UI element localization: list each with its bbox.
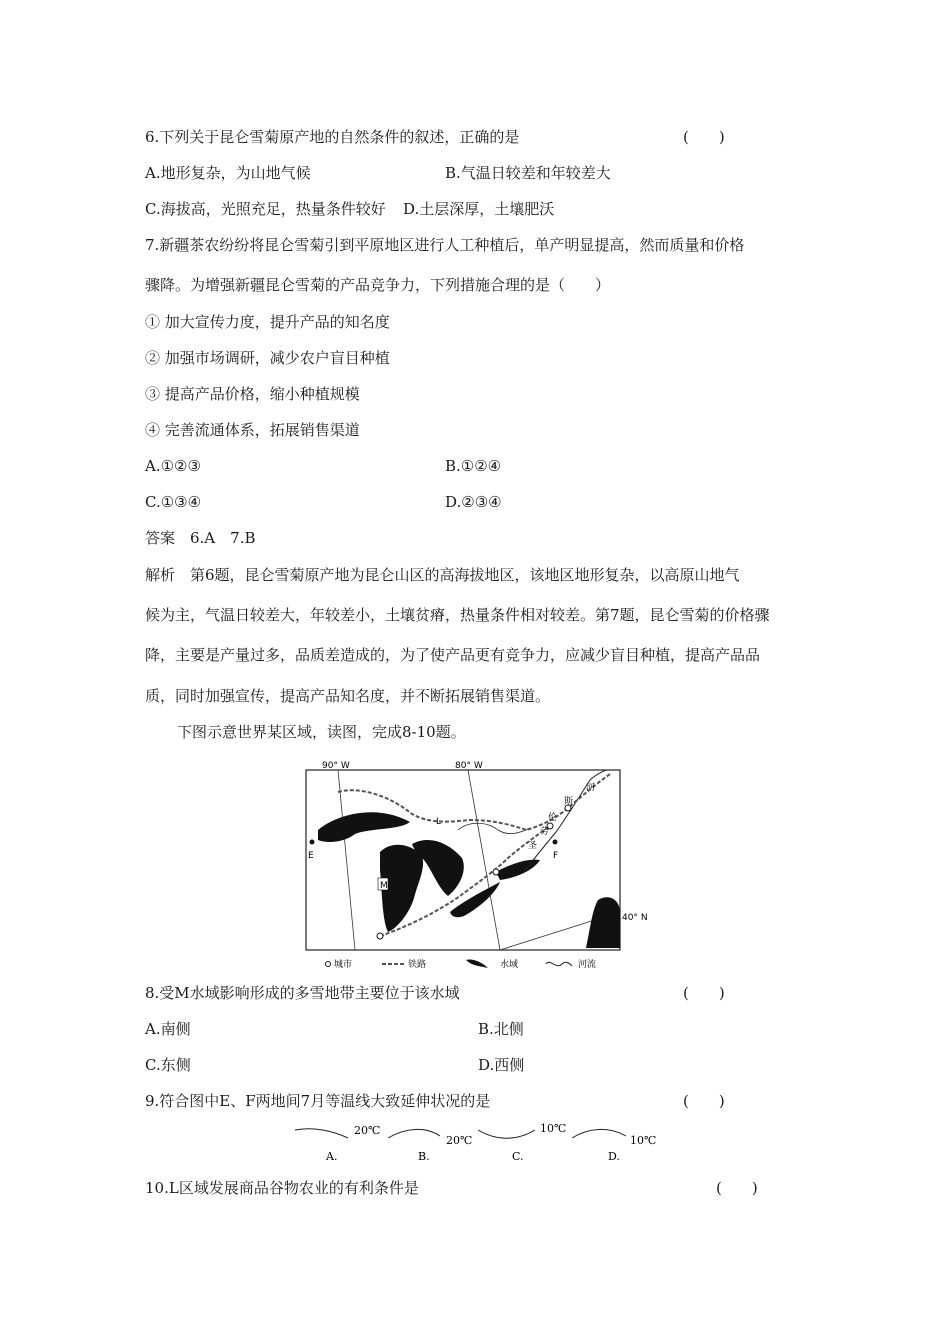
q6-option-c: C.海拔高，光照充足，热量条件较好 xyxy=(145,200,386,218)
q8-option-c: C.东侧 xyxy=(145,1056,191,1074)
isotherm-a-temp: 20℃ xyxy=(354,1124,381,1137)
city-chicago xyxy=(377,933,383,939)
river-char-2: 斯 xyxy=(564,797,574,807)
q9-answer-paren: ( ) xyxy=(683,1092,725,1110)
label-E: E xyxy=(308,851,314,861)
analysis-line2: 候为主，气温日较差大，年较差小，土壤贫瘠，热量条件相对较差。第7题，昆仑雪菊的价格骤 xyxy=(145,606,770,624)
legend-river: 河流 xyxy=(578,960,597,970)
point-F xyxy=(553,840,558,845)
q8-answer-paren: ( ) xyxy=(683,984,725,1002)
q7-item-3: ③ 提高产品价格，缩小种植规模 xyxy=(145,385,360,403)
q7-item-2: ② 加强市场调研，减少农户盲目种植 xyxy=(145,349,390,367)
point-E xyxy=(310,840,315,845)
isotherm-c-temp: 10℃ xyxy=(540,1122,567,1135)
isotherm-d-letter: D. xyxy=(608,1150,620,1163)
isotherm-b-temp: 20℃ xyxy=(446,1134,473,1147)
label-M: M xyxy=(380,881,388,891)
q6-option-a: A.地形复杂，为山地气候 xyxy=(145,164,311,182)
river-char-3: 伦 xyxy=(548,813,558,823)
city-toronto xyxy=(493,869,499,875)
river-char-1: 河 xyxy=(586,783,596,793)
q7-item-1: ① 加大宣传力度，提升产品的知名度 xyxy=(145,313,390,331)
q8-stem: 8.受M水域影响形成的多雪地带主要位于该水域 xyxy=(145,984,460,1002)
isotherm-a-curve xyxy=(295,1129,348,1138)
isotherm-d-temp: 10℃ xyxy=(630,1134,657,1147)
isotherm-c-letter: C. xyxy=(512,1150,524,1163)
q8-option-b: B.北侧 xyxy=(478,1020,524,1038)
isotherm-b-curve xyxy=(388,1129,440,1138)
isotherm-b-letter: B. xyxy=(418,1150,430,1163)
q6-option-b: B.气温日较差和年较差大 xyxy=(445,164,611,182)
label-40n: 40° N xyxy=(622,913,648,923)
q8-option-d: D.西侧 xyxy=(478,1056,525,1074)
figure-intro: 下图示意世界某区域，读图，完成8-10题。 xyxy=(177,723,466,741)
legend-river-symbol xyxy=(546,962,572,966)
region-map xyxy=(300,760,648,975)
q7-stem-line2: 骤降。为增强新疆昆仑雪菊的产品竞争力，下列措施合理的是（ ） xyxy=(145,276,611,294)
q6-stem: 6.下列关于昆仑雪菊原产地的自然条件的叙述，正确的是 xyxy=(145,128,520,146)
q7-option-b: B.①②④ xyxy=(445,457,502,475)
q9-stem: 9.符合图中E、F两地间7月等温线大致延伸状况的是 xyxy=(145,1092,491,1110)
legend-water-symbol xyxy=(466,959,488,968)
label-90w: 90° W xyxy=(322,761,350,771)
isotherm-a-letter: A. xyxy=(326,1150,338,1163)
label-F: F xyxy=(553,851,559,861)
q6-answer-paren: ( ) xyxy=(683,128,725,146)
river-char-5: 圣 xyxy=(528,841,538,851)
q10-answer-paren: ( ) xyxy=(716,1179,758,1197)
q7-option-c: C.①③④ xyxy=(145,493,202,511)
q7-option-a: A.①②③ xyxy=(145,457,201,475)
legend-rail: 铁路 xyxy=(408,960,427,970)
q7-stem-line1: 7.新疆茶农纷纷将昆仑雪菊引到平原地区进行人工种植后，单产明显提高，然而质量和价格 xyxy=(145,236,745,254)
analysis-line3: 降，主要是产量过多，品质差造成的，为了使产品更有竞争力，应减少盲目种植，提高产品品 xyxy=(145,646,761,664)
q7-item-4: ④ 完善流通体系，拓展销售渠道 xyxy=(145,421,360,439)
q8-option-a: A.南侧 xyxy=(145,1020,191,1038)
q10-stem: 10.L区域发展商品谷物农业的有利条件是 xyxy=(145,1179,419,1197)
label-80w: 80° W xyxy=(455,761,483,771)
isotherm-d-curve xyxy=(572,1129,626,1138)
isotherm-options xyxy=(290,1118,665,1166)
river-char-4: 劳 xyxy=(540,827,550,837)
answer-line: 答案 6.A 7.B xyxy=(145,529,256,547)
q7-option-d: D.②③④ xyxy=(445,493,502,511)
analysis-line4: 质，同时加强宣传，提高产品知名度，并不断拓展销售渠道。 xyxy=(145,687,551,705)
analysis-line1: 解析 第6题，昆仑雪菊原产地为昆仑山区的高海拔地区，该地区地形复杂，以高原山地气 xyxy=(145,566,740,584)
label-L: L xyxy=(436,817,442,827)
q6-option-d: D.土层深厚，土壤肥沃 xyxy=(403,200,555,218)
isotherm-c-curve xyxy=(478,1130,535,1138)
legend-city-symbol xyxy=(326,962,331,967)
legend-city: 城市 xyxy=(334,960,353,970)
legend-water: 水域 xyxy=(500,960,519,970)
